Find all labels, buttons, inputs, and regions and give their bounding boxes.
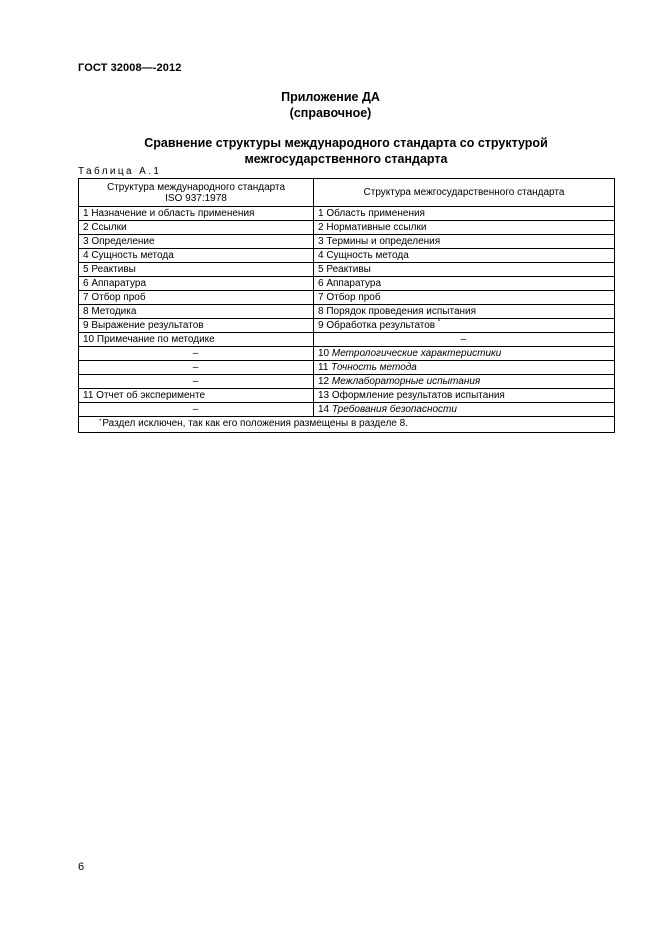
cell-interstate: 1 Область применения: [314, 207, 615, 221]
page-number: 6: [78, 861, 85, 873]
cell-interstate: [314, 347, 615, 361]
table-row: [79, 389, 615, 403]
section-number: 11: [318, 362, 329, 373]
cell-international: –: [79, 347, 314, 361]
cell-interstate: 6 Аппаратура: [314, 277, 615, 291]
table-row: [79, 235, 615, 249]
cell-international: 11 Отчет об эксперименте: [79, 389, 314, 403]
table-row: [79, 347, 615, 361]
cell-international: 1 Назначение и область применения: [79, 207, 314, 221]
cell-international: 3 Определение: [79, 235, 314, 249]
cell-international: 10 Примечание по методике: [79, 333, 314, 347]
cell-international: 5 Реактивы: [79, 263, 314, 277]
cell-interstate: 13 Оформление результатов испытания: [314, 389, 615, 403]
table-row: [79, 207, 615, 221]
structure-comparison-table: [78, 178, 615, 433]
section-title-italic: Точность метода: [331, 362, 417, 373]
table-label: Таблица А.1: [78, 166, 162, 177]
table-row: [79, 375, 615, 389]
cell-international: 6 Аппаратура: [79, 277, 314, 291]
comparison-title-line1: Сравнение структуры международного стандарта со структурой: [144, 136, 548, 150]
header-international: [79, 179, 314, 207]
cell-international: –: [79, 403, 314, 417]
cell-interstate-text: 9 Обработка результатов: [318, 320, 436, 331]
header-interstate: Структура межгосударственного стандарта: [314, 179, 615, 207]
cell-interstate: [314, 319, 615, 333]
table-footnote-row: [79, 417, 615, 433]
section-title-italic: Метрологические характеристики: [331, 348, 502, 359]
table-footnote: [79, 417, 615, 433]
appendix-title: Приложение ДА: [281, 90, 380, 104]
cell-international: 7 Отбор проб: [79, 291, 314, 305]
footnote-reference: *: [437, 319, 441, 326]
table-row: [79, 263, 615, 277]
cell-international: 4 Сущность метода: [79, 249, 314, 263]
header-international-line2: ISO 937:1978: [165, 192, 227, 204]
cell-international: 2 Ссылки: [79, 221, 314, 235]
footnote-text: Раздел исключен, так как его положения размещены в разделе 8.: [102, 418, 408, 429]
appendix-heading: [0, 89, 661, 121]
cell-interstate: [314, 375, 615, 389]
comparison-title: [90, 135, 602, 167]
cell-interstate: [314, 361, 615, 375]
cell-interstate: 3 Термины и определения: [314, 235, 615, 249]
section-number: 12: [318, 376, 330, 387]
table-row: [79, 333, 615, 347]
section-number: 14: [318, 404, 330, 415]
cell-international: 9 Выражение результатов: [79, 319, 314, 333]
cell-interstate: 7 Отбор проб: [314, 291, 615, 305]
appendix-subtitle: (справочное): [289, 106, 372, 120]
table-header-row: [79, 179, 615, 207]
cell-interstate: 8 Порядок проведения испытания: [314, 305, 615, 319]
cell-interstate: 4 Сущность метода: [314, 249, 615, 263]
cell-international: 8 Методика: [79, 305, 314, 319]
table-row: [79, 305, 615, 319]
cell-interstate: [314, 403, 615, 417]
footnote-mark: *: [99, 419, 102, 425]
section-title-italic: Требования безопасности: [331, 404, 457, 415]
table-row: [79, 403, 615, 417]
table-row: [79, 361, 615, 375]
cell-international: –: [79, 375, 314, 389]
table-row: [79, 291, 615, 305]
section-title-italic: Межлабораторные испытания: [331, 376, 481, 387]
cell-interstate: 2 Нормативные ссылки: [314, 221, 615, 235]
table-row: [79, 221, 615, 235]
comparison-title-line2: межгосударственного стандарта: [244, 152, 448, 166]
cell-interstate: –: [314, 333, 615, 347]
cell-interstate: 5 Реактивы: [314, 263, 615, 277]
section-number: 10: [318, 348, 330, 359]
table-row: [79, 319, 615, 333]
table-row: [79, 277, 615, 291]
cell-international: –: [79, 361, 314, 375]
table-row: [79, 249, 615, 263]
document-id: ГОСТ 32008—-2012: [78, 62, 182, 74]
header-international-line1: Структура международного стандарта: [106, 181, 286, 193]
